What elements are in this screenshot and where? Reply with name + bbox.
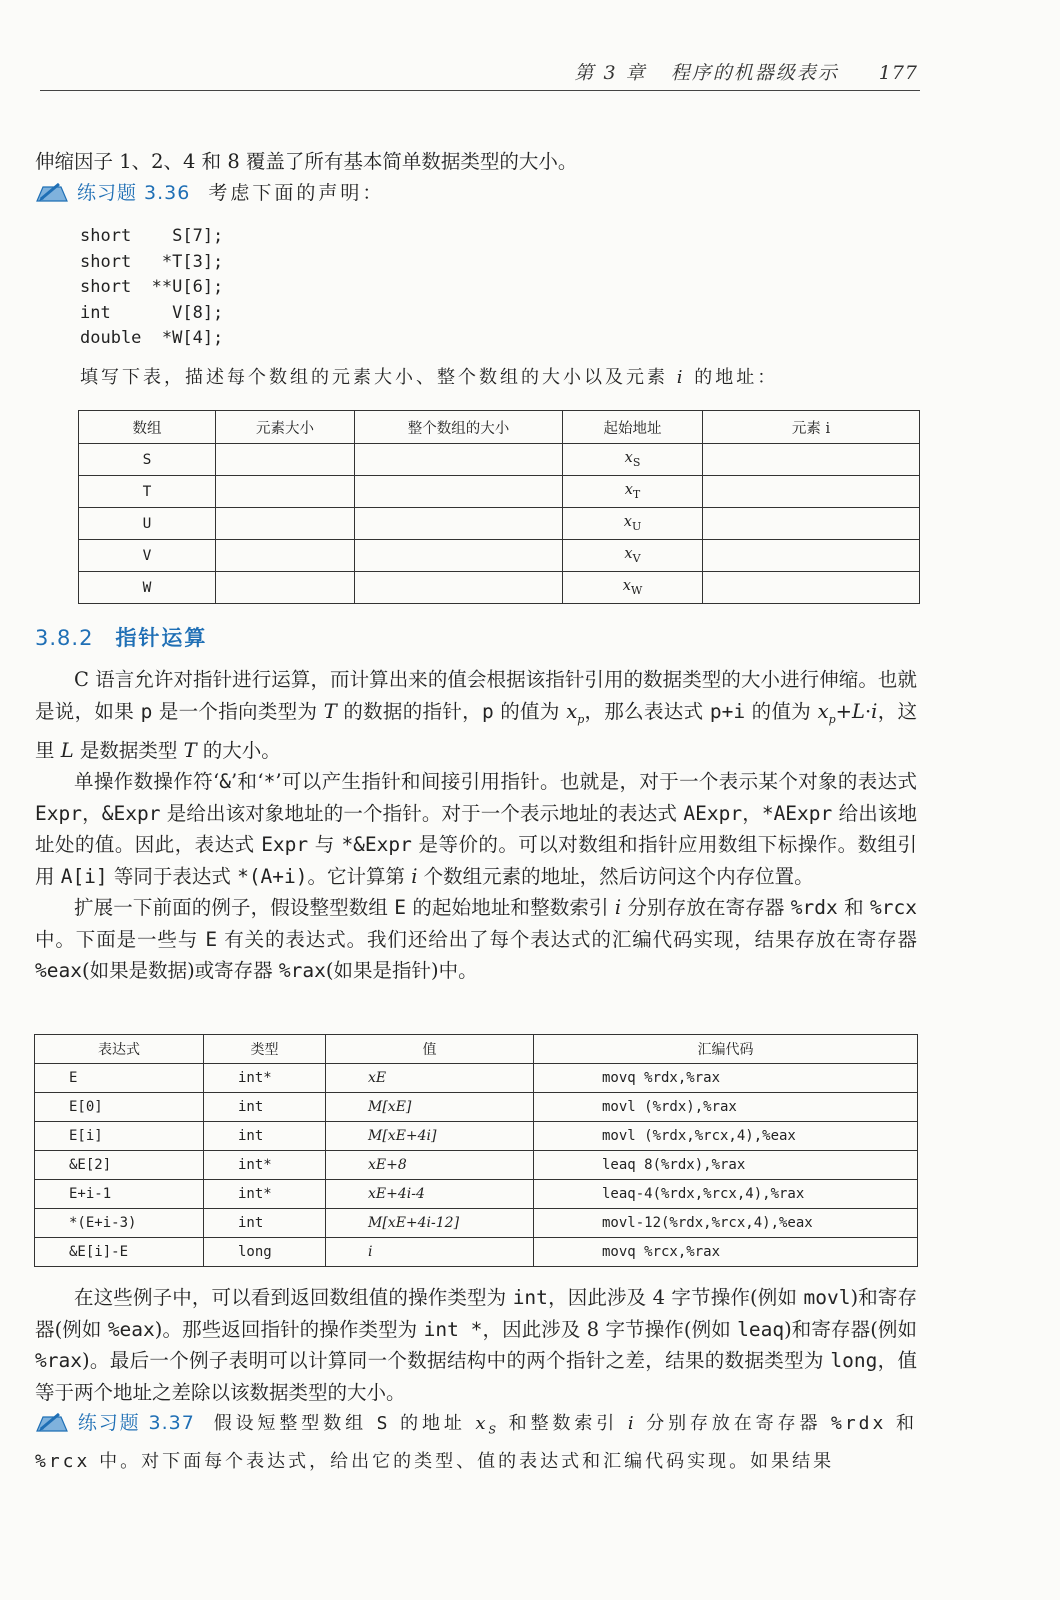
start-address-cell: $x_S$ [563, 444, 703, 476]
section-number: 3.8.2 [35, 626, 94, 650]
header-rule [40, 90, 920, 91]
exercise-3-36-heading [35, 178, 917, 210]
chapter-title: 程序的机器级表示 [670, 62, 839, 84]
expression-table [34, 1034, 918, 1267]
table-row [79, 572, 920, 604]
declaration-code: short S[7]; short *T[3]; short **U[6]; int V[8]; double *W[4]; [80, 226, 224, 348]
expression-cell: E[i] [35, 1122, 204, 1151]
table-row [79, 476, 920, 508]
expression-cell: *(E+i-3) [35, 1209, 204, 1238]
table-header: 数组 [79, 411, 216, 444]
array-name-cell: V [79, 540, 216, 572]
element-i-cell [703, 444, 920, 476]
array-table [78, 410, 920, 604]
table-header: 类型 [204, 1035, 326, 1064]
exercise-3-37-label: 练习题 3.37 [77, 1412, 195, 1434]
assembly-cell: movq %rdx,%rax [534, 1064, 918, 1093]
exercise-3-36-prompt: 考虑下面的声明： [208, 181, 385, 204]
table-row [79, 540, 920, 572]
value-cell: xE [326, 1064, 534, 1093]
table-header: 起始地址 [563, 411, 703, 444]
expression-cell: E[0] [35, 1093, 204, 1122]
start-address-cell: $x_U$ [563, 508, 703, 540]
table-row [35, 1238, 918, 1267]
exercise-pencil-icon [35, 181, 69, 203]
element-i-cell [703, 508, 920, 540]
table-header: 元素 i [703, 411, 920, 444]
assembly-cell: leaq-4(%rdx,%rcx,4),%rax [534, 1180, 918, 1209]
assembly-cell: movl (%rdx,%rcx,4),%eax [534, 1122, 918, 1151]
table-row [35, 1209, 918, 1238]
expression-cell: &E[2] [35, 1151, 204, 1180]
total-size-cell [355, 572, 563, 604]
total-size-cell [355, 476, 563, 508]
expression-cell: &E[i]-E [35, 1238, 204, 1267]
start-address-cell: $x_T$ [563, 476, 703, 508]
paragraph-1: C 语言允许对指针进行运算，而计算出来的值会根据该指针引用的数据类型的大小进行伸缩。也就是说，如果 p 是一个指向类型为 T 的数据的指针，p 的值为 $x_p$，那么表达式 p+i 的值为 $x_p+L\cdot i$，这里 L 是数据类型 T 的大小。 [35, 668, 918, 762]
section-title: 指针运算 [115, 626, 208, 650]
exercise-pencil-icon [35, 1411, 69, 1433]
value-cell: M[xE+4i-12] [326, 1209, 534, 1238]
element-i-cell [703, 476, 920, 508]
element-i-cell [703, 572, 920, 604]
type-cell: int [204, 1122, 326, 1151]
value-cell: xE+4i-4 [326, 1180, 534, 1209]
table-row [35, 1180, 918, 1209]
type-cell: int* [204, 1180, 326, 1209]
table-row [35, 1064, 918, 1093]
table-row [35, 1122, 918, 1151]
exercise-3-36-label: 练习题 3.36 [77, 181, 191, 204]
running-header [0, 58, 918, 85]
expression-cell: E [35, 1064, 204, 1093]
table-header: 整个数组的大小 [355, 411, 563, 444]
array-name-cell: S [79, 444, 216, 476]
table-row [35, 1151, 918, 1180]
element-size-cell [216, 540, 355, 572]
array-name-cell: W [79, 572, 216, 604]
total-size-cell [355, 540, 563, 572]
table-header: 汇编代码 [534, 1035, 918, 1064]
array-name-cell: T [79, 476, 216, 508]
type-cell: int [204, 1209, 326, 1238]
paragraph-3: 扩展一下前面的例子，假设整型数组 E 的起始地址和整数索引 i 分别存放在寄存器 %rdx 和 %rcx 中。下面是一些与 E 有关的表达式。我们还给出了每个表达式的汇编代码实现，结果存放在寄存器 %eax(如果是数据)或寄存器 %rax(如果是指针)中。 [35, 896, 918, 983]
paragraph-4: 在这些例子中，可以看到返回数组值的操作类型为 int，因此涉及 4 字节操作(例如 movl)和寄存器(例如 %eax)。那些返回指针的操作类型为 int *，因此涉及 8 字节操作(例如 leaq)和寄存器(例如 %rax)。最后一个例子表明可以计算同一个数据结构中的两个指针之差，结果的数据类型为 long，值等于两个地址之差除以该数据类型的大小。 [35, 1286, 918, 1404]
table-header: 表达式 [35, 1035, 204, 1064]
type-cell: int* [204, 1151, 326, 1180]
array-name-cell: U [79, 508, 216, 540]
value-cell: i [326, 1238, 534, 1267]
section-heading [35, 622, 207, 652]
value-cell: M[xE] [326, 1093, 534, 1122]
element-i-cell [703, 540, 920, 572]
assembly-cell: movl (%rdx),%rax [534, 1093, 918, 1122]
type-cell: int* [204, 1064, 326, 1093]
paragraph-2: 单操作数操作符‘&’和‘*’可以产生指针和间接引用指针。也就是，对于一个表示某个对象的表达式 Expr，&Expr 是给出该对象地址的一个指针。对于一个表示地址的表达式 AExpr，*AExpr 给出该地址处的值。因此，表达式 Expr 与 *&Expr 是等价的。可以对数组和指针应用数组下标操作。数组引用 A[i] 等同于表达式 *(A+i)。它计算第 i 个数组元素的地址，然后访问这个内存位置。 [35, 770, 918, 888]
total-size-cell [355, 508, 563, 540]
intro-line: 伸缩因子 1、2、4 和 8 覆盖了所有基本简单数据类型的大小。 [35, 150, 578, 173]
table-row [35, 1093, 918, 1122]
table-row [79, 508, 920, 540]
element-size-cell [216, 444, 355, 476]
table-instruction: 填写下表，描述每个数组的元素大小、整个数组的大小以及元素 i 的地址： [80, 367, 779, 388]
table-row [79, 444, 920, 476]
total-size-cell [355, 444, 563, 476]
page-number: 177 [878, 62, 918, 84]
assembly-cell: leaq 8(%rdx),%rax [534, 1151, 918, 1180]
start-address-cell: $x_V$ [563, 540, 703, 572]
value-cell: xE+8 [326, 1151, 534, 1180]
assembly-cell: movl-12(%rdx,%rcx,4),%eax [534, 1209, 918, 1238]
element-size-cell [216, 476, 355, 508]
element-size-cell [216, 572, 355, 604]
intro-block [35, 146, 917, 209]
exercise-3-37: 练习题 3.37 假设短整型数组 S 的地址 $x_S$ 和整数索引 i 分别存放在寄存器 %rdx 和 %rcx 中。对下面每个表达式，给出它的类型、值的表达式和汇编代码实现。如果结果 [35, 1412, 917, 1473]
value-cell: M[xE+4i] [326, 1122, 534, 1151]
type-cell: int [204, 1093, 326, 1122]
expression-cell: E+i-1 [35, 1180, 204, 1209]
type-cell: long [204, 1238, 326, 1267]
body-text-2 [35, 1282, 917, 1478]
table-header: 值 [326, 1035, 534, 1064]
body-text [35, 664, 917, 987]
table-header: 元素大小 [216, 411, 355, 444]
assembly-cell: movq %rcx,%rax [534, 1238, 918, 1267]
element-size-cell [216, 508, 355, 540]
start-address-cell: $x_W$ [563, 572, 703, 604]
chapter-label: 第 3 章 [574, 62, 647, 84]
